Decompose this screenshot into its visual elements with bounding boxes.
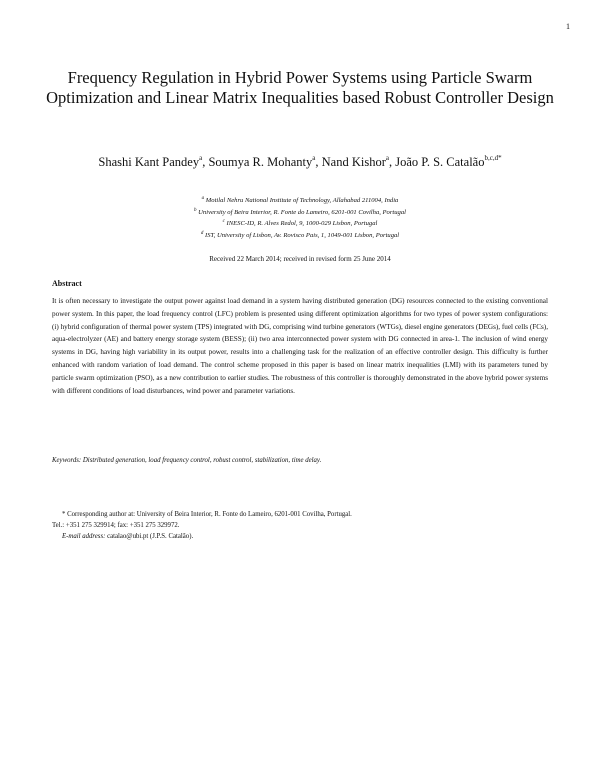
email-line	[52, 531, 548, 542]
abstract-heading: Abstract	[52, 279, 82, 288]
paper-title: Frequency Regulation in Hybrid Power Systems using Particle Swarm Optimization and Linear Matrix Inequalities based Robust Controller Design	[46, 68, 554, 107]
footnotes	[52, 509, 548, 542]
affiliation-list	[40, 194, 560, 240]
author-affiliation-mark: a	[385, 154, 389, 162]
author-name: João P. S. Catalão	[395, 155, 485, 169]
contact-phone-fax: Tel.: +351 275 329914; fax: +351 275 329972.	[52, 522, 180, 529]
corresponding-author-note: * Corresponding author at: University of Beira Interior, R. Fonte do Lameiro, 6201-001 Covilha, Portugal.	[62, 511, 352, 518]
author-affiliation-mark: b,c,d*	[484, 154, 502, 162]
abstract-text: It is often necessary to investigate the output power against load demand in a system having distributed generation (DG) resources connected to the existing conventional power system. In this paper, the load frequency control (LFC) problem is presented using different optimization algorithms for two types of power system configurations: (i) hybrid configuration of thermal power system (TPS) integrated with DG, comprising wind turbine generators (WTGs), diesel engine generators (DEGs), fuel cells (FCs), aqua-electrolyzer (AE) and battery energy storage system (BESS); (ii) two area interconnected power system with DG connected in area-1. The inclusion of wind energy systems in DG, having high variability in its output power, results into a challenging task for the realization of an effective controller design. This difficulty is further enhanced with random variation of load demand. The control scheme proposed in this paper is based on linear matrix inequalities (LMI) with its parameters tuned by particle swarm optimization (PSO), as a new contribution to earlier studies. The robustness of this controller is thoroughly demonstrated in the above hybrid power systems with different conditions of load disturbances, wind power and parameter variations.	[52, 297, 548, 395]
received-dates: Received 22 March 2014; received in revised form 25 June 2014	[209, 255, 391, 263]
affiliation: $^d$ IST, University of Lisbon, Av. Rovisco Pais, 1, 1049-001 Lisbon, Portugal	[200, 230, 400, 239]
author-name: Soumya R. Mohanty	[208, 155, 313, 169]
affiliation: $^c$ INESC-ID, R. Alves Redol, 9, 1000-029 Lisbon, Portugal	[222, 219, 378, 227]
email-value[interactable]: catalao@ubi.pt (J.P.S. Catalão).	[107, 533, 194, 540]
author-list: Shashi Kant Pandey$^a$, Soumya R. Mohanty$^a$, Nand Kishor$^a$, João P. S. Catalão$^{b,c,d*}$	[98, 154, 502, 169]
email-label: E-mail address:	[62, 533, 106, 540]
keywords: Keywords: Distributed generation, load frequency control, robust control, stabilization, time delay.	[52, 457, 322, 464]
page-number: 1	[566, 22, 570, 31]
author-affiliation-mark: a	[312, 154, 316, 162]
author-affiliation-mark: a	[199, 154, 203, 162]
affiliation: $^b$ University of Beira Interior, R. Fonte do Lameiro, 6201-001 Covilha, Portugal	[194, 207, 406, 216]
affiliation: $^a$ Motilal Nehru National Institute of Technology, Allahabad 211004, India	[201, 196, 399, 204]
author-name: Shashi Kant Pandey	[98, 155, 200, 169]
author-name: Nand Kishor	[321, 155, 386, 169]
